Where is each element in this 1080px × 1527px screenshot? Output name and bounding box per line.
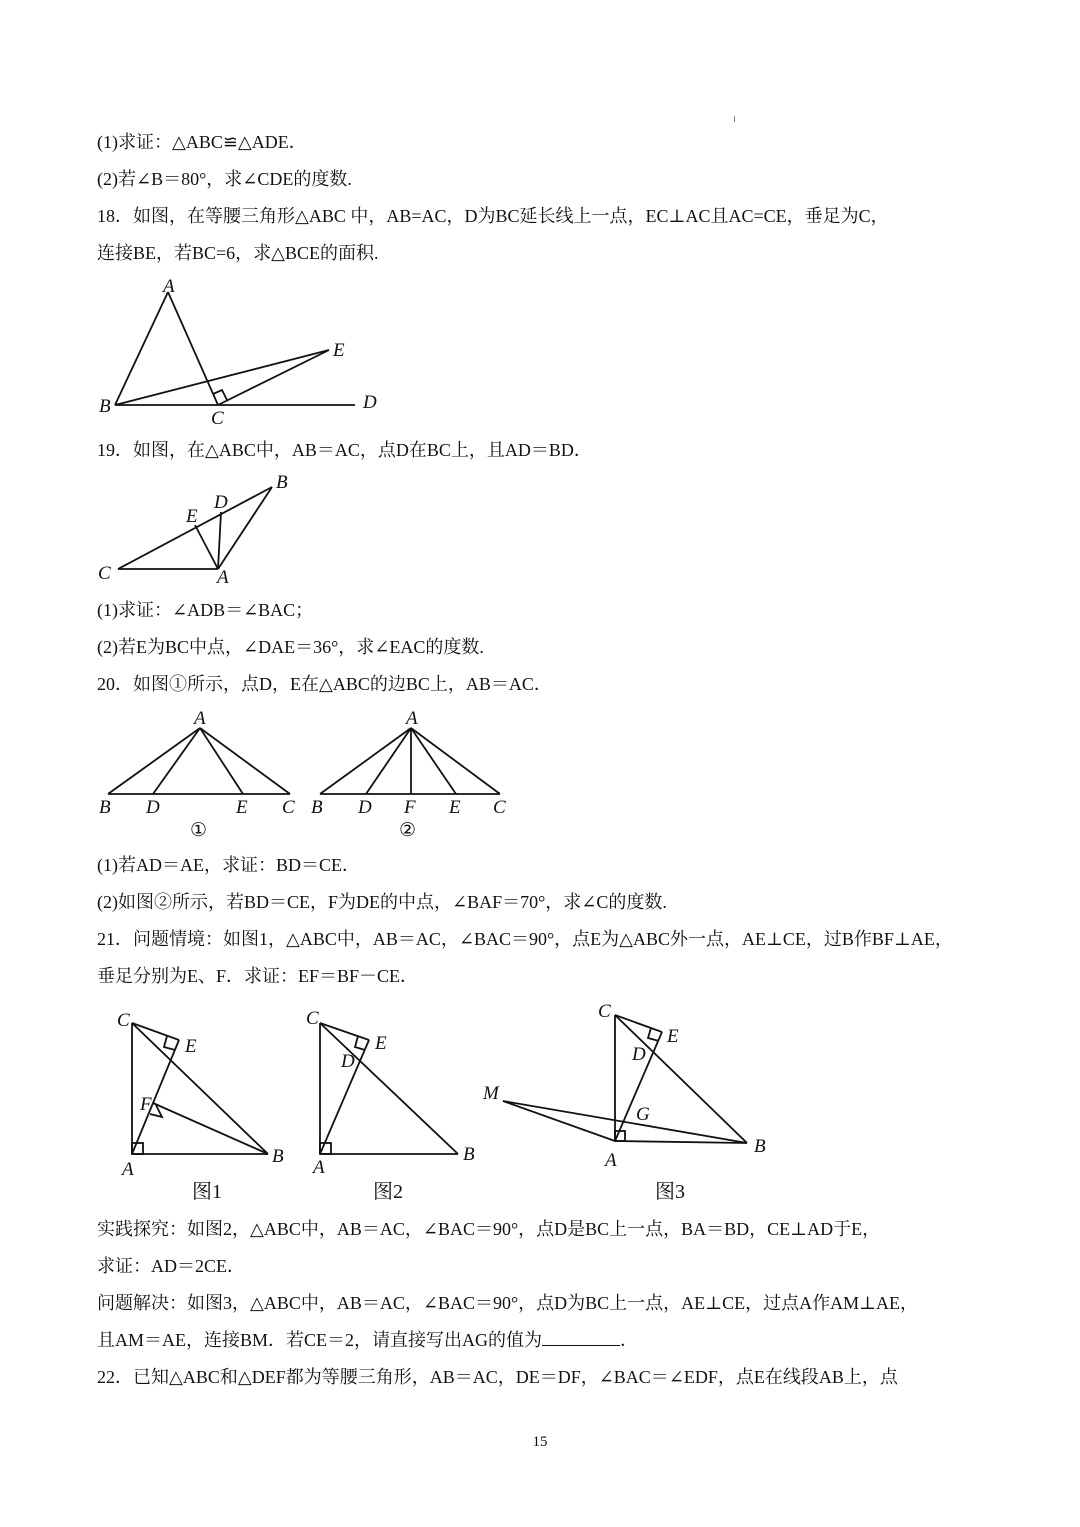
- q21-fig2-label-b: B: [463, 1144, 475, 1165]
- q19-label-b: B: [276, 472, 288, 493]
- q21-fig2-caption: 图2: [373, 1181, 403, 1203]
- q20-fig1-caption: ①: [190, 820, 208, 841]
- q20-fig2-label-b: B: [311, 797, 323, 818]
- q20-text: 20．如图①所示，点D，E在△ABC的边BC上，AB＝AC．: [97, 674, 552, 694]
- q19-part1: (1)求证：∠ADB＝∠BAC；: [97, 600, 314, 620]
- q20-figure: [90, 703, 530, 843]
- q19-figure: [90, 470, 305, 588]
- q19-part2: (2)若E为BC中点，∠DAE＝36°，求∠EAC的度数.: [97, 637, 484, 657]
- q21-fig3-label-c: C: [598, 1001, 611, 1022]
- q21-fig2-label-e: E: [375, 1033, 387, 1054]
- q21-fig3-label-b: B: [754, 1136, 766, 1157]
- q22-text: 22．已知△ABC和△DEF都为等腰三角形，AB＝AC，DE＝DF，∠BAC＝∠EDF，点E在线段AB上，点: [97, 1367, 898, 1387]
- q20-fig1-label-b: B: [99, 797, 111, 818]
- q21-fig2-label-d: D: [341, 1051, 355, 1072]
- q19-text: 19．如图，在△ABC中，AB＝AC，点D在BC上，且AD＝BD．: [97, 440, 592, 460]
- answer-blank: [542, 1329, 620, 1346]
- q21-fig3-label-e: E: [667, 1026, 679, 1047]
- q21-text-line1: 21．问题情境：如图1，△ABC中，AB＝AC，∠BAC＝90°，点E为△ABC外一点，AE⊥CE，过B作BF⊥AE，: [97, 929, 953, 949]
- q20-fig1-label-e: E: [236, 797, 248, 818]
- q18-label-b: B: [99, 396, 111, 417]
- q21-fig3-label-g: G: [636, 1104, 650, 1125]
- q21-fig2-label-c: C: [306, 1008, 319, 1029]
- q18-label-c: C: [211, 408, 224, 429]
- q21-solve-text: 且AM＝AE，连接BM．若CE＝2，请直接写出AG的值为: [97, 1330, 543, 1350]
- q20-fig1-label-c: C: [282, 797, 295, 818]
- q21-solve-period: ．: [620, 1330, 639, 1350]
- q18-text-line2: 连接BE，若BC=6，求△BCE的面积.: [97, 243, 379, 263]
- q21-fig1-label-e: E: [185, 1036, 197, 1057]
- q21-figure: [95, 1000, 785, 1205]
- q21-fig3-label-a: A: [605, 1150, 617, 1171]
- q20-fig2-label-a: A: [406, 708, 418, 729]
- q20-fig2-label-f: F: [404, 797, 416, 818]
- q21-practice-line2: 求证：AD＝2CE．: [97, 1256, 245, 1276]
- q21-fig3-label-m: M: [483, 1083, 499, 1104]
- q21-fig1-label-b: B: [272, 1146, 284, 1167]
- q21-fig1-label-c: C: [117, 1010, 130, 1031]
- q21-fig2-label-a: A: [313, 1157, 325, 1178]
- scan-mark: [734, 116, 735, 122]
- q18-label-a: A: [163, 276, 175, 297]
- q21-text-line2: 垂足分别为E、F．求证：EF＝BF－CE．: [97, 966, 419, 986]
- q20-fig2-label-c: C: [493, 797, 506, 818]
- q18-label-e: E: [333, 340, 345, 361]
- q20-fig1-label-d: D: [146, 797, 160, 818]
- q21-fig3-label-d: D: [632, 1044, 646, 1065]
- q20-part1: (1)若AD＝AE，求证：BD＝CE．: [97, 855, 360, 875]
- q20-fig2-caption: ②: [399, 820, 417, 841]
- q21-solve-line1: 问题解决：如图3，△ABC中，AB＝AC，∠BAC＝90°，点D为BC上一点，AE⊥CE，过点A作AM⊥AE，: [97, 1293, 919, 1313]
- q17-part2: (2)若∠B＝80°，求∠CDE的度数.: [97, 169, 352, 189]
- q21-fig1-label-a: A: [122, 1159, 134, 1180]
- q19-label-e: E: [186, 506, 198, 527]
- q19-label-a: A: [217, 567, 229, 588]
- q18-label-d: D: [363, 392, 377, 413]
- q18-text-line1: 18．如图，在等腰三角形△ABC 中，AB=AC，D为BC延长线上一点，EC⊥AC且AC=CE，垂足为C，: [97, 206, 889, 226]
- q21-practice-line1: 实践探究：如图2，△ABC中，AB＝AC，∠BAC＝90°，点D是BC上一点，BA＝BD，CE⊥AD于E，: [97, 1219, 881, 1239]
- q21-solve-line2: [97, 1327, 638, 1353]
- q19-label-d: D: [214, 492, 228, 513]
- q17-part1: (1)求证：△ABC≌△ADE．: [97, 132, 307, 152]
- q20-part2: (2)如图②所示，若BD＝CE，F为DE的中点，∠BAF＝70°，求∠C的度数.: [97, 892, 667, 912]
- q21-fig1-caption: 图1: [192, 1181, 222, 1203]
- q18-figure: [90, 272, 390, 430]
- q20-fig2-label-d: D: [358, 797, 372, 818]
- q20-fig2-label-e: E: [449, 797, 461, 818]
- q20-fig1-label-a: A: [194, 708, 206, 729]
- q21-fig3-caption: 图3: [655, 1181, 685, 1203]
- page-number: 15: [532, 1434, 548, 1450]
- q21-fig1-label-f: F: [140, 1094, 152, 1115]
- q19-label-c: C: [98, 563, 111, 584]
